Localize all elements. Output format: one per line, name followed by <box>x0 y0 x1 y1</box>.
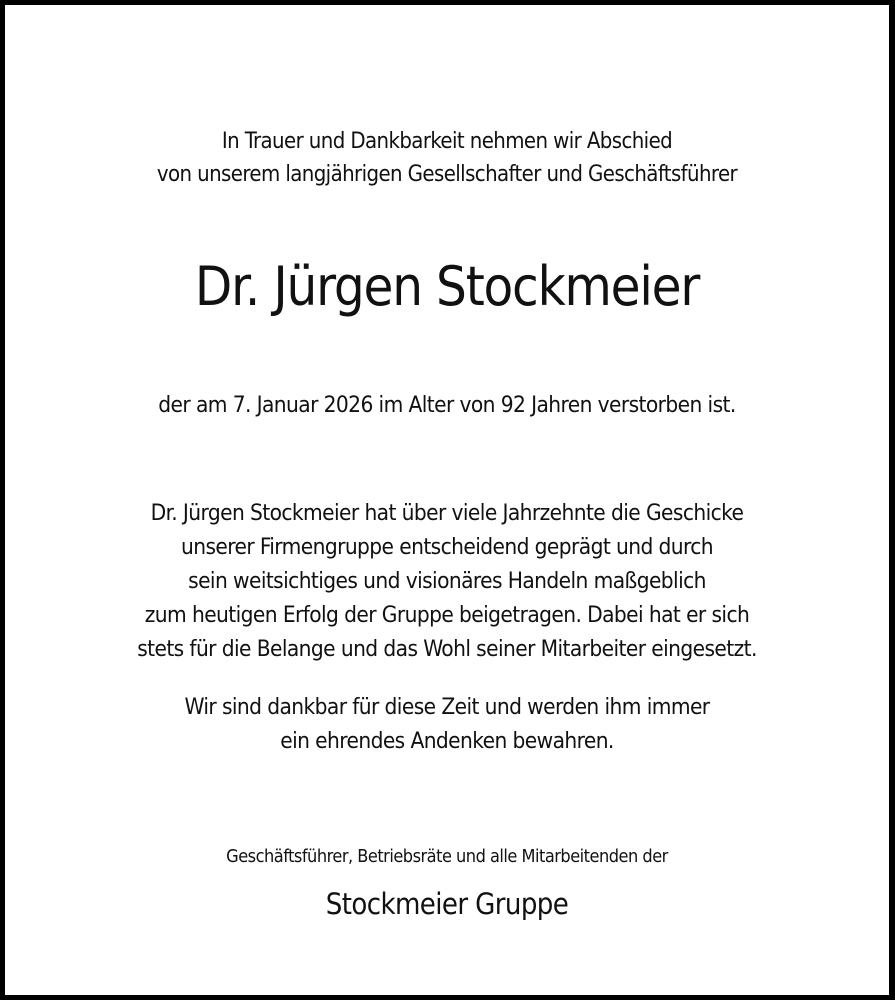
gratitude-line-2: ein ehrendes Andenken bewahren. <box>280 728 614 754</box>
tribute-line-3: sein weitsichtiges und visionäres Handeln maßgeblich <box>188 568 706 594</box>
tribute-line-2: unserer Firmengruppe entscheidend geprägt und durch <box>180 534 713 560</box>
intro-line-1: In Trauer und Dankbarkeit nehmen wir Abschied <box>221 129 673 154</box>
company-name: Stockmeier Gruppe <box>325 887 569 921</box>
intro-line-2: von unserem langjährigen Gesellschafter und Geschäftsführer <box>156 162 738 187</box>
gratitude-line-1: Wir sind dankbar für diese Zeit und werden ihm immer <box>184 694 710 720</box>
signature-line: Geschäftsführer, Betriebsräte und alle Mitarbeitenden der <box>226 846 668 867</box>
death-date-line: der am 7. Januar 2026 im Alter von 92 Jahren verstorben ist. <box>158 392 736 418</box>
tribute-line-1: Dr. Jürgen Stockmeier hat über viele Jahrzehnte die Geschicke <box>150 500 744 526</box>
tribute-line-5: stets für die Belange und das Wohl seiner Mitarbeiter eingesetzt. <box>137 636 757 662</box>
tribute-line-4: zum heutigen Erfolg der Gruppe beigetragen. Dabei hat er sich <box>144 602 750 628</box>
deceased-name: Dr. Jürgen Stockmeier <box>194 255 700 318</box>
